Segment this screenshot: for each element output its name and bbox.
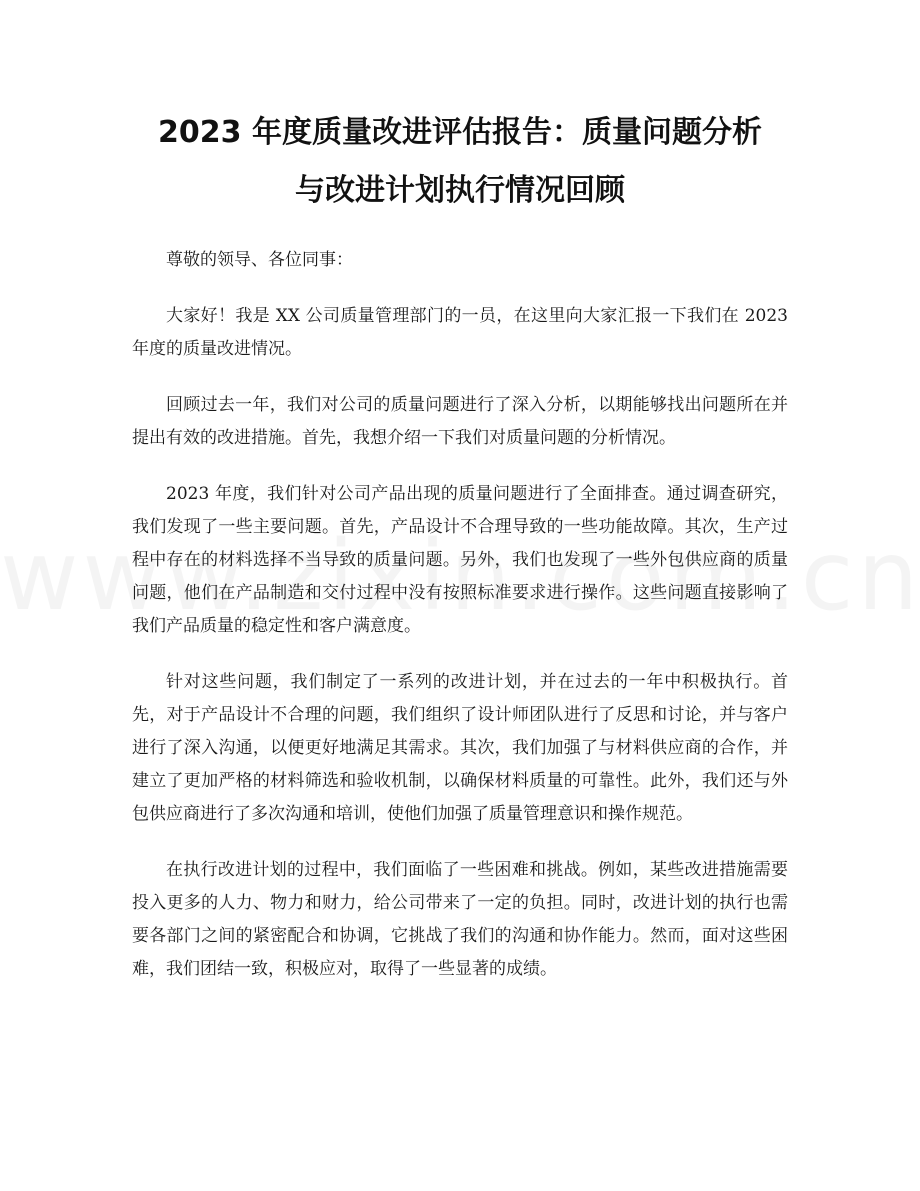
body-paragraph: 回顾过去一年，我们对公司的质量问题进行了深入分析，以期能够找出问题所在并提出有效的改进措施。首先，我想介绍一下我们对质量问题的分析情况。 [132,395,788,448]
document-body [132,244,788,1009]
body-paragraph: 2023 年度，我们针对公司产品出现的质量问题进行了全面排查。通过调查研究，我们发现了一些主要问题。首先，产品设计不合理导致的一些功能故障。其次，生产过程中存在的材料选择不当导致的质量问题。另外，我们也发现了一些外包供应商的质量问题，他们在产品制造和交付过程中没有按照标准要求进行操作。这些问题直接影响了我们产品质量的稳定性和客户满意度。 [132,484,788,636]
body-paragraph: 大家好！我是 XX 公司质量管理部门的一员，在这里向大家汇报一下我们在 2023 年度的质量改进情况。 [132,306,788,359]
title-line-1: 2023 年度质量改进评估报告：质量问题分析 [158,115,762,150]
title-line-2: 与改进计划执行情况回顾 [295,173,625,208]
document-title [100,104,820,220]
body-paragraph: 针对这些问题，我们制定了一系列的改进计划，并在过去的一年中积极执行。首先，对于产品设计不合理的问题，我们组织了设计师团队进行了反思和讨论，并与客户进行了深入沟通，以便更好地满足其需求。其次，我们加强了与材料供应商的合作，并建立了更加严格的材料筛选和验收机制，以确保材料质量的可靠性。此外，我们还与外包供应商进行了多次沟通和培训，使他们加强了质量管理意识和操作规范。 [132,672,788,824]
salutation-paragraph: 尊敬的领导、各位同事： [166,250,353,270]
body-paragraph: 在执行改进计划的过程中，我们面临了一些困难和挑战。例如，某些改进措施需要投入更多的人力、物力和财力，给公司带来了一定的负担。同时，改进计划的执行也需要各部门之间的紧密配合和协调，它挑战了我们的沟通和协作能力。然而，面对这些困难，我们团结一致，积极应对，取得了一些显著的成绩。 [132,860,788,979]
